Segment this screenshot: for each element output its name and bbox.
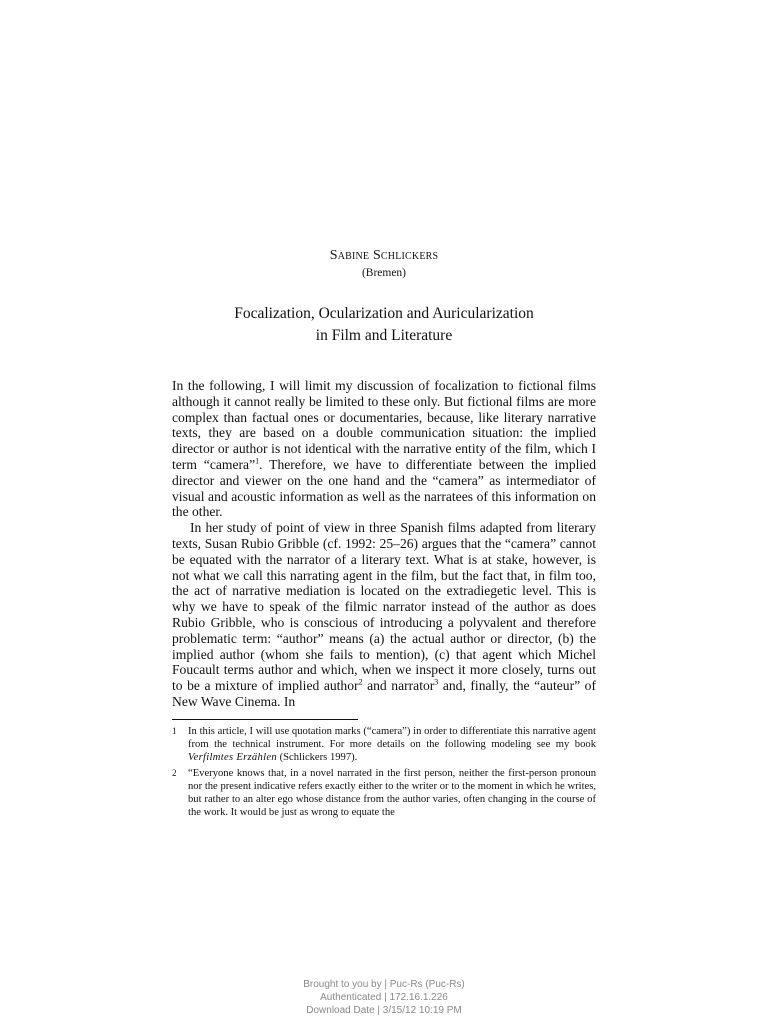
footnote-text: “Everyone knows that, in a novel narrated in the first person, neither the first-person pronoun nor the present indicative refers exactly either to the writer or to the moment in which he writes, but rather to an alter ego whose distance from the author varies, often changing in the course of the work. It would be just as wrong to equate the bbox=[188, 767, 596, 819]
footnote-ref-1: 1 bbox=[255, 456, 260, 466]
footnote-ref-2: 2 bbox=[358, 677, 363, 687]
title-line-1: Focalization, Ocularization and Auricularization bbox=[234, 305, 534, 322]
footnote-text-end: (Schlickers 1997). bbox=[276, 752, 358, 764]
footnote-ref-3: 3 bbox=[434, 677, 439, 687]
paragraph-2 bbox=[172, 520, 596, 710]
paragraph-2-text-b: and narrator bbox=[362, 678, 435, 694]
paragraph-1-text-a: In the following, I will limit my discussion of focalization to fictional films although it cannot really be limited to these only. But fictional films are more complex than factual ones or documentaries, because, like literary narrative texts, they are based on a double communication situation: the implied director or author is not identical with the narrative entity of the film, which I term “camera” bbox=[172, 378, 596, 472]
stamp-line-2: Authenticated | 172.16.1.226 bbox=[320, 992, 448, 1003]
download-stamp bbox=[0, 978, 768, 1017]
author-affiliation: (Bremen) bbox=[361, 267, 407, 279]
paragraph-1-text-b: . Therefore, we have to differentiate between the implied director and viewer on the one hand and the “camera” as intermediator of visual and acoustic information as well as the narratees of this information on the other. bbox=[172, 456, 596, 520]
stamp-line-1: Brought to you by | Puc-Rs (Puc-Rs) bbox=[303, 979, 465, 990]
author-name: Sabine Schlickers bbox=[329, 248, 439, 263]
title-line-2: in Film and Literature bbox=[315, 327, 453, 344]
article-title bbox=[0, 303, 768, 347]
footnote-text: In this article, I will use quotation marks (“camera”) in order to differentiate this narrative agent from the technical instrument. For more details on the following modeling see my book bbox=[188, 726, 596, 751]
footnote-2 bbox=[172, 767, 596, 820]
stamp-line-3: Download Date | 3/15/12 10:19 PM bbox=[306, 1005, 462, 1016]
footnote-divider bbox=[172, 719, 358, 720]
footnote-number: 1 bbox=[172, 726, 177, 736]
body-text bbox=[172, 378, 596, 710]
footnote-number: 2 bbox=[172, 767, 177, 778]
paragraph-2-text-c: and, finally, the “auteur” of New Wave Cinema. In bbox=[172, 678, 596, 709]
paragraph-1 bbox=[172, 378, 596, 520]
footnotes bbox=[172, 725, 596, 821]
footnote-1 bbox=[172, 725, 596, 765]
footnote-book-title: Verfilmtes Erzählen bbox=[188, 752, 277, 764]
paragraph-2-text-a: In her study of point of view in three Spanish films adapted from literary texts, Susan Rubio Gribble (cf. 1992: 25–26) argues that the “camera” cannot be equated with the narrator of a literary text. What is at stake, however, is not what we call this narrating agent in the film, but the fact that, in film too, the act of narrative mediation is located on the extradiegetic level. This is why we have to speak of the filmic narrator instead of the author as does Rubio Gribble, who is conscious of introducing a polyvalent and therefore problematic term: “author” means (a) the actual author or director, (b) the implied author (whom she fails to mention), (c) that agent which Michel Foucault terms author and which, when we inspect it more closely, turns out to be a mixture of implied author bbox=[172, 520, 596, 694]
